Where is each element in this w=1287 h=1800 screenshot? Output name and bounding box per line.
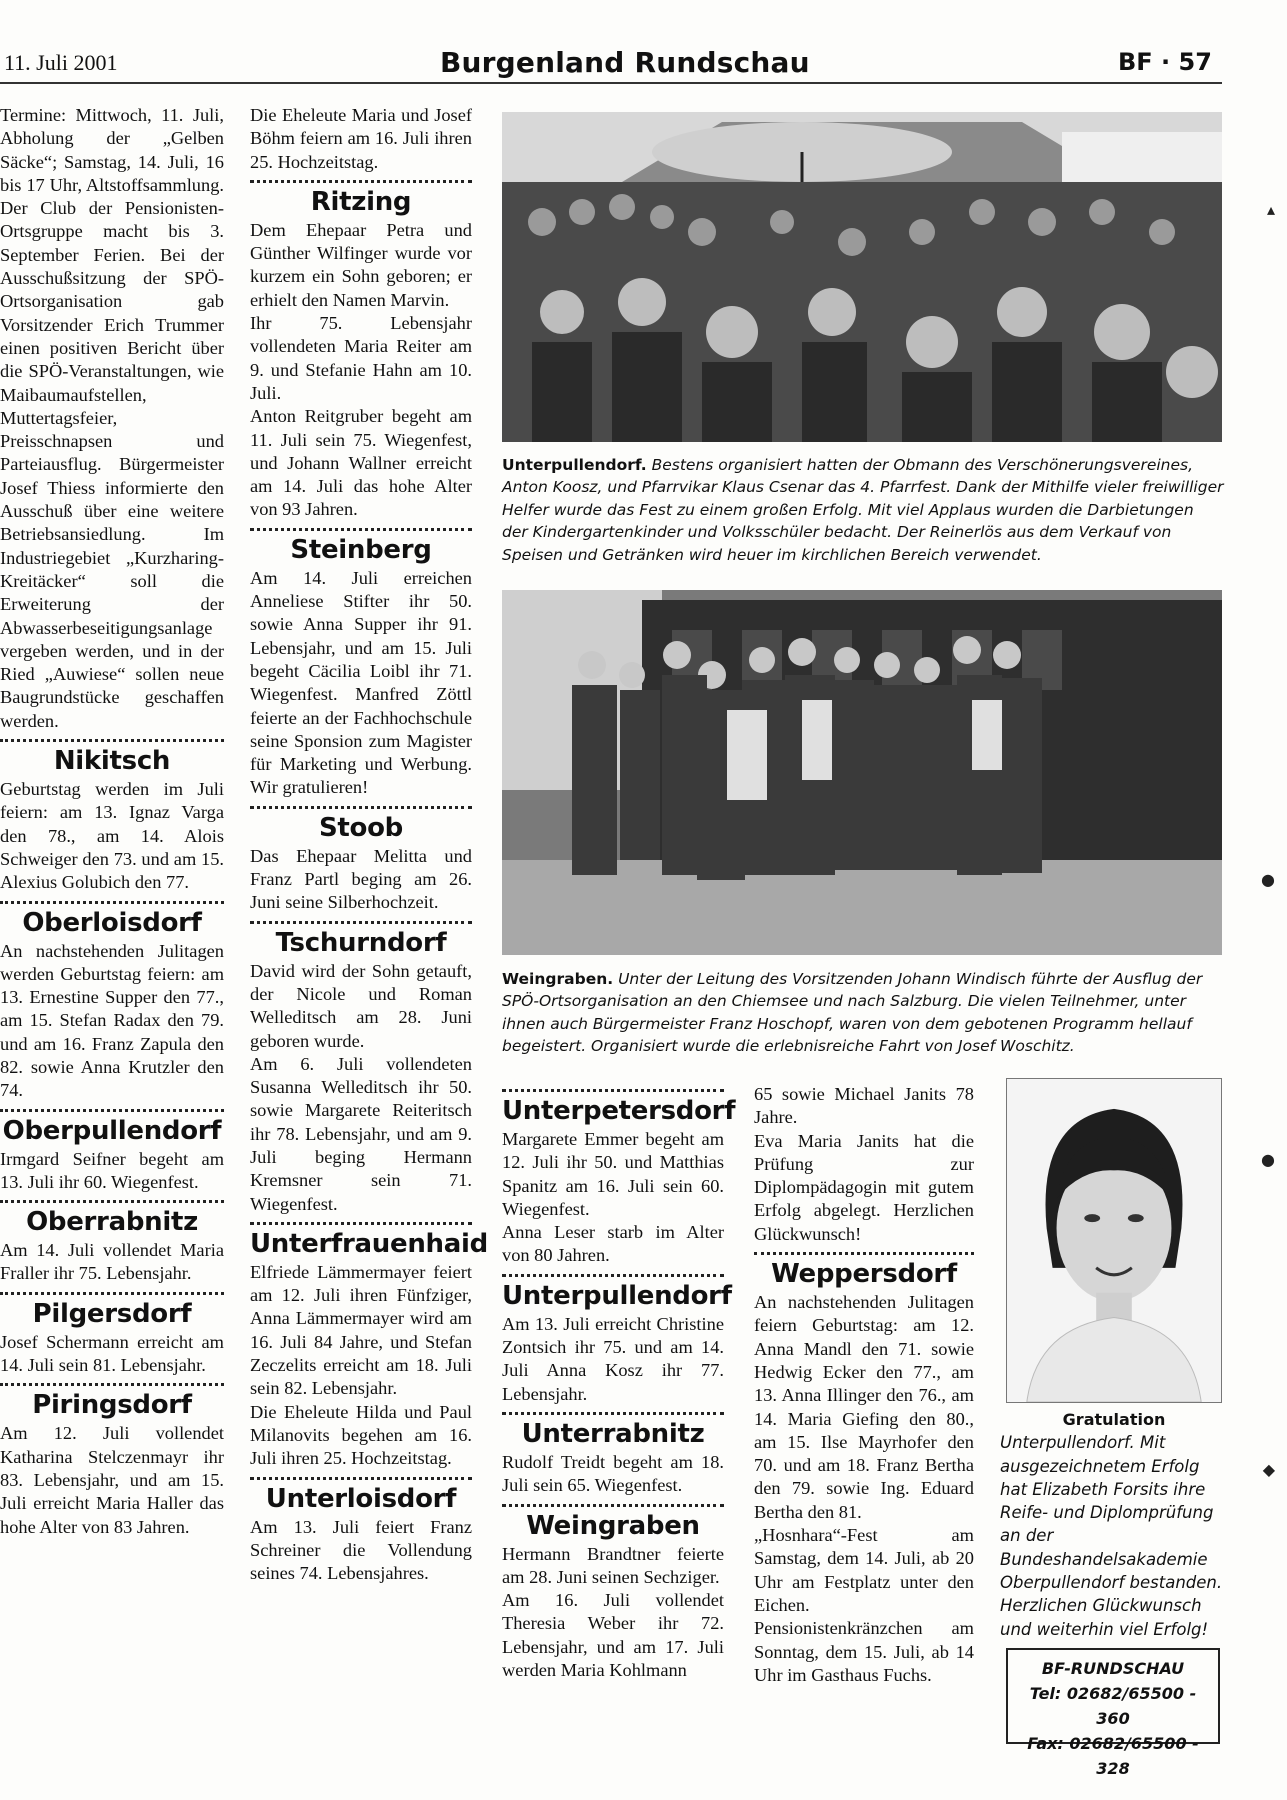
gratulation-box [1000,1408,1228,1641]
article-text: Am 13. Juli erreicht Christine Zontsich ihr 75. und am 14. Juli Anna Kosz ihr 77. Lebensjahr. [502,1313,724,1404]
column-2 [250,104,488,1585]
dotted-divider [502,1274,724,1277]
caption-place: Weingraben. [502,970,614,988]
section-heading-unterfrauenhaid: Unterfrauenhaid [250,1228,488,1259]
article-text: „Hosnhara“-Fest am Samstag, dem 14. Juli, ab 20 Uhr am Festplatz unter den Eichen. [754,1525,974,1615]
photo-ausflug-image [502,590,1222,955]
article-text: Die Eheleute Hilda und Paul Milanovits begehen am 16. Juli ihren 25. Hochzeitstag. [250,1401,472,1469]
dotted-divider [0,1109,224,1112]
article-text: Dem Ehepaar Petra und Günther Wilfinger wurde vor kurzem ein Sohn geboren; er erhielt den Namen Marvin. [250,219,472,310]
dotted-divider [502,1412,724,1415]
dotted-divider [0,901,224,904]
article-text: Am 14. Juli erreichen Anneliese Stifter ihr 50. sowie Anna Supper ihr 91. Lebensjahr, und am 15. Juli begeht Cäcilia Loibl ihr 71. Wiegenfest. Manfred Zöttl feierte an der Fachhochschule seine Sponsion zum Magister für Marketing und Werbung. Wir gratulieren! [250,567,472,798]
dotted-divider [754,1252,974,1255]
article-text: Margarete Emmer begeht am 12. Juli ihr 50. und Matthias Spanitz am 16. Juli sein 60. Wiegenfest. [502,1129,724,1219]
article-text: Josef Schermann erreicht am 14. Juli sein 81. Lebensjahr. [0,1331,224,1376]
section-heading-ritzing: Ritzing [310,186,412,217]
article-text: Am 16. Juli vollendet Theresia Weber ihr 72. Lebensjahr, und am 17. Juli werden Maria Kohlmann [502,1590,724,1681]
article-text: Am 14. Juli vollendet Maria Fraller ihr 75. Lebensjahr. [0,1240,224,1284]
article-text: Das Ehepaar Melitta und Franz Partl beging am 26. Juni seine Silberhochzeit. [250,845,472,913]
article-text: Ihr 75. Lebensjahr vollendeten Maria Reiter am 9. und Stefanie Hahn am 10. Juli. [250,313,472,403]
article-text: Hermann Brandtner feierte am 28. Juni seinen Sechziger. [502,1543,724,1587]
photo-pfarrfest [502,112,1222,442]
photo-caption-ausflug [502,968,1224,1058]
article-text: Termine: Mittwoch, 11. Juli, Abholung der „Gelben Säcke“; Samstag, 14. Juli, 16 bis 17 Uhr, Altstoffsammlung. Der Club der Pensionisten-Ortsgruppe macht bis 3. September Ferien. Bei der Ausschußsitzung der SPÖ-Ortsorganisation gab Vorsitzender Erich Trummer einen positiven Bericht über die SPÖ-Veranstaltungen, wie Maibaumaufstellen, Muttertagsfeier, Preisschnapsen und Parteiausflug. Bürgermeister Josef Thiess informierte den Ausschuß über eine weitere Betriebsansiedlung. Im Industriegebiet „Kurzharing-Kreitäcker“ soll die Erweiterung der Abwasserbeseitigungsanlage vergeben werden, und in der Ried „Auwiese“ sollen neue Baugrundstücke geschaffen werden. [0,105,224,731]
margin-mark: ▴ [1266,200,1275,219]
section-heading-pilgersdorf: Pilgersdorf [32,1298,192,1329]
section-heading-tschurndorf: Tschurndorf [275,927,447,958]
caption-text: Bestens organisiert hatten der Obmann des Verschönerungsvereines, Anton Koosz, und Pfarrvikar Klaus Csenar das 4. Pfarrfest. Dank der Mithilfe vieler freiwilliger Helfer wurde das Fest zu einem großen Erfolg. Mit viel Applaus wurden die Darbietungen der Kindergartenkinder und Volksschüler bedacht. Der Reinerlös aus dem Verkauf von Speisen und Getränken wird heuer im kirchlichen Bereich verwendet. [502,456,1224,564]
section-heading-weppersdorf: Weppersdorf [771,1259,957,1290]
article-text: An nachstehenden Julitagen feiern Geburtstag: am 12. Anna Mandl den 71. sowie Hedwig Ecker den 77., am 13. Anna Illinger den 76., am 14. Maria Giefing den 80., am 15. Ilse Mayrhofer den 70. und am 18. Franz Bertha den 79. sowie Ing. Eduard Bertha den 81. [754,1292,974,1522]
dotted-divider [250,921,472,924]
section-heading-oberloisdorf: Oberloisdorf [22,907,202,938]
article-text: Am 6. Juli vollendeten Susanna Welleditsch ihr 50. sowie Margarete Reiteritsch ihr 78. Lebensjahr, und am 9. Juli beging Hermann Kremsner sein 71. Wiegenfest. [250,1053,472,1214]
section-heading-unterpetersdorf: Unterpetersdorf [502,1096,736,1126]
article-text: Elfriede Lämmermayer feiert am 12. Juli ihren Fünfziger, Anna Lämmermayer wird am 16. Juli 84 Jahre, und Stefan Zeczelits erreicht am 18. Juli sein 82. Lebensjahr. [250,1261,472,1399]
article-text: Eva Maria Janits hat die Prüfung zur Diplompädagogin mit gutem Erfolg abgelegt. Herzlichen Glückwunsch! [754,1130,974,1244]
issue-date: 11. Juli 2001 [4,50,118,75]
column-3 [502,1083,736,1682]
article-text: 65 sowie Michael Janits 78 Jahre. [754,1084,974,1128]
gratulation-text: Unterpullendorf. Mit ausgezeichnetem Erfolg hat Elizabeth Forsits ihre Reife- und Diplomprüfung an der Bundeshandelsakademie Oberpullendorf bestanden. Herzlichen Glückwunsch und weiterhin viel Erfolg! [1000,1433,1223,1639]
section-heading-piringsdorf: Piringsdorf [32,1390,192,1421]
page-number: BF · 57 [1118,48,1212,76]
caption-text: Unter der Leitung des Vorsitzenden Johann Windisch führte der Ausflug der SPÖ-Ortsorganisation an den Chiemsee und nach Salzburg. Die vielen Teilnehmer, unter ihnen auch Bürgermeister Franz Hoschopf, waren von dem gebotenen Programm hellauf begeistert. Organisiert wurde die erlebnisreiche Fahrt von Josef Woschitz. [502,970,1203,1056]
section-heading-stoob: Stoob [319,812,403,843]
article-text: Am 12. Juli vollendet Katharina Stelczenmayr ihr 83. Lebensjahr, und am 15. Juli erreicht Maria Haller das hohe Alter von 83 Jahren. [0,1423,224,1537]
newspaper-title: Burgenland Rundschau [440,46,810,79]
contact-tel: Tel: 02682/65500 - 360 [1029,1684,1197,1728]
column-4 [754,1083,974,1687]
margin-mark: ● [1261,1150,1275,1169]
gratulation-title: Gratulation [1062,1410,1166,1429]
article-text: David wird der Sohn getauft, der Nicole und Roman Welleditsch am 28. Juni geboren wurde. [250,960,472,1051]
photo-portrait-image [1007,1079,1221,1402]
dotted-divider [250,180,472,183]
photo-caption-pfarrfest [502,454,1224,566]
contact-name: BF-RUNDSCHAU [1041,1659,1185,1678]
section-heading-oberrabnitz: Oberrabnitz [26,1207,198,1238]
dotted-divider [250,1477,472,1480]
photo-pfarrfest-image [502,112,1222,442]
dotted-divider [0,1383,224,1386]
section-heading-oberpullendorf: Oberpullendorf [2,1115,222,1146]
article-text: Am 13. Juli feiert Franz Schreiner die Vollendung seines 74. Lebensjahres. [250,1516,472,1584]
caption-place: Unterpullendorf. [502,456,647,474]
section-heading-nikitsch: Nikitsch [53,746,171,777]
dotted-divider [502,1504,724,1507]
section-heading-unterloisdorf: Unterloisdorf [265,1483,457,1514]
article-text: Die Eheleute Maria und Josef Böhm feiern am 16. Juli ihren 25. Hochzeitstag. [250,105,472,172]
dotted-divider [502,1089,724,1092]
dotted-divider [0,1200,224,1203]
photo-ausflug [502,590,1222,955]
margin-mark: ◆ [1262,1460,1275,1479]
section-heading-unterrabnitz: Unterrabnitz [521,1418,705,1449]
contact-fax: Fax: 02682/65500 - 328 [1027,1734,1199,1778]
margin-mark: ● [1261,870,1275,889]
section-heading-unterpullendorf: Unterpullendorf [502,1280,732,1311]
article-text: Anton Reitgruber begeht am 11. Juli sein 75. Wiegenfest, und Johann Wallner erreicht am 14. Juli das hohe Alter von 93 Jahren. [250,406,472,520]
section-heading-weingraben: Weingraben [526,1510,700,1541]
article-text: Pensionistenkränzchen am Sonntag, dem 15. Juli, ab 14 Uhr im Gasthaus Fuchs. [754,1618,974,1685]
article-text: Geburtstag werden im Juli feiern: am 13. Ignaz Varga den 78., am 14. Alois Schweiger den 73. und am 15. Alexius Golubich den 77. [0,779,224,893]
photo-portrait [1006,1078,1222,1403]
section-heading-steinberg: Steinberg [290,534,432,565]
dotted-divider [250,528,472,531]
article-text: An nachstehenden Julitagen werden Geburtstag feiern: am 13. Ernestine Supper den 77., am 15. Stefan Radax den 79. und am 16. Franz Zapula den 82. sowie Anna Krutzler den 74. [0,940,224,1101]
contact-box [1006,1648,1220,1778]
dotted-divider [0,1292,224,1295]
page-header [0,44,1240,84]
article-text: Irmgard Seifner begeht am 13. Juli ihr 60. Wiegenfest. [0,1148,224,1192]
header-divider [0,82,1222,84]
dotted-divider [0,739,224,742]
article-text: Rudolf Treidt begeht am 18. Juli sein 65. Wiegenfest. [502,1451,724,1496]
article-text: Anna Leser starb im Alter von 80 Jahren. [502,1222,724,1266]
dotted-divider [250,1222,472,1225]
dotted-divider [250,806,472,809]
column-1 [0,104,224,1539]
